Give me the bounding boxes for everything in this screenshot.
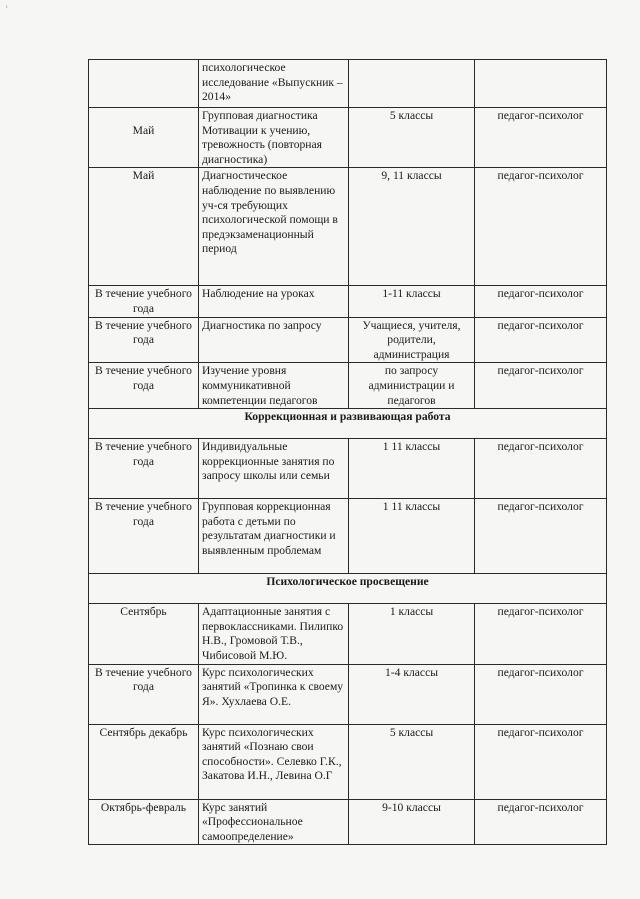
audience-cell: 5 классы <box>349 724 475 799</box>
responsible-cell: педагог-психолог <box>475 108 607 168</box>
section-header-row <box>89 409 607 439</box>
event-cell: Индивидуальные коррекционные занятия по запросу школы или семьи <box>199 439 349 499</box>
table-row <box>89 363 607 409</box>
period-cell: Май <box>89 168 199 286</box>
table-row <box>89 317 607 363</box>
audience-cell: 5 классы <box>349 108 475 168</box>
period-cell: В течение учебного года <box>89 363 199 409</box>
audience-cell: 1 11 классы <box>349 439 475 499</box>
table-row <box>89 664 607 724</box>
audience-cell: по запросу администрации и педагогов <box>349 363 475 409</box>
table-row <box>89 439 607 499</box>
responsible-cell: педагог-психолог <box>475 439 607 499</box>
table-row <box>89 604 607 664</box>
responsible-cell: педагог-психолог <box>475 799 607 845</box>
audience-cell: Учащиеся, учителя, родители, администрация <box>349 317 475 363</box>
event-cell: Наблюдение на уроках <box>199 286 349 317</box>
period-cell: В течение учебного года <box>89 664 199 724</box>
responsible-cell: педагог-психолог <box>475 604 607 664</box>
audience-cell: 1-4 классы <box>349 664 475 724</box>
section-header-row <box>89 574 607 604</box>
responsible-cell: педагог-психолог <box>475 499 607 574</box>
audience-cell: 9, 11 классы <box>349 168 475 286</box>
event-cell: Курс психологических занятий «Тропинка к своему Я». Хухлаева О.Е. <box>199 664 349 724</box>
event-cell: психологическое исследование «Выпускник – 2014» <box>199 60 349 108</box>
event-cell: Адаптационные занятия с первоклассниками. Пилипко Н.В., Громовой Т.В., Чибисовой М.Ю. <box>199 604 349 664</box>
table-row <box>89 286 607 317</box>
event-cell: Диагностическое наблюдение по выявлению уч-ся требующих психологической помощи в предэкзаменационный период <box>199 168 349 286</box>
responsible-cell: педагог-психолог <box>475 317 607 363</box>
event-cell: Диагностика по запросу <box>199 317 349 363</box>
audience-cell: 1 классы <box>349 604 475 664</box>
responsible-cell: педагог-психолог <box>475 286 607 317</box>
table-row <box>89 724 607 799</box>
period-cell: В течение учебного года <box>89 439 199 499</box>
section-title-correction: Коррекционная и развивающая работа <box>89 409 607 439</box>
period-cell: В течение учебного года <box>89 317 199 363</box>
section-title-education: Психологическое просвещение <box>89 574 607 604</box>
work-plan-table <box>88 59 607 845</box>
period-cell: Сентябрь декабрь <box>89 724 199 799</box>
table-row <box>89 60 607 108</box>
responsible-cell: педагог-психолог <box>475 664 607 724</box>
responsible-cell: педагог-психолог <box>475 363 607 409</box>
responsible-cell: педагог-психолог <box>475 724 607 799</box>
period-cell: Октябрь-февраль <box>89 799 199 845</box>
table-row <box>89 108 607 168</box>
period-cell: В течение учебного года <box>89 499 199 574</box>
event-cell: Групповая диагностика Мотивации к учению, тревожность (повторная диагностика) <box>199 108 349 168</box>
table-row <box>89 499 607 574</box>
audience-cell: 9-10 классы <box>349 799 475 845</box>
event-cell: Курс психологических занятий «Познаю свои способности». Селевко Г.К., Закатова И.Н., Левина О.Г <box>199 724 349 799</box>
audience-cell <box>349 60 475 108</box>
period-cell: Май <box>89 108 199 168</box>
period-cell: Сентябрь <box>89 604 199 664</box>
audience-cell: 1 11 классы <box>349 499 475 574</box>
table-row <box>89 168 607 286</box>
audience-cell: 1-11 классы <box>349 286 475 317</box>
period-cell <box>89 60 199 108</box>
table-row <box>89 799 607 845</box>
event-cell: Курс занятий «Профессиональное самоопределение» <box>199 799 349 845</box>
responsible-cell: педагог-психолог <box>475 168 607 286</box>
scan-mark: ı <box>6 4 8 10</box>
event-cell: Групповая коррекционная работа с детьми по результатам диагностики и выявленным проблемам <box>199 499 349 574</box>
event-cell: Изучение уровня коммуникативной компетенции педагогов <box>199 363 349 409</box>
responsible-cell <box>475 60 607 108</box>
period-cell: В течение учебного года <box>89 286 199 317</box>
